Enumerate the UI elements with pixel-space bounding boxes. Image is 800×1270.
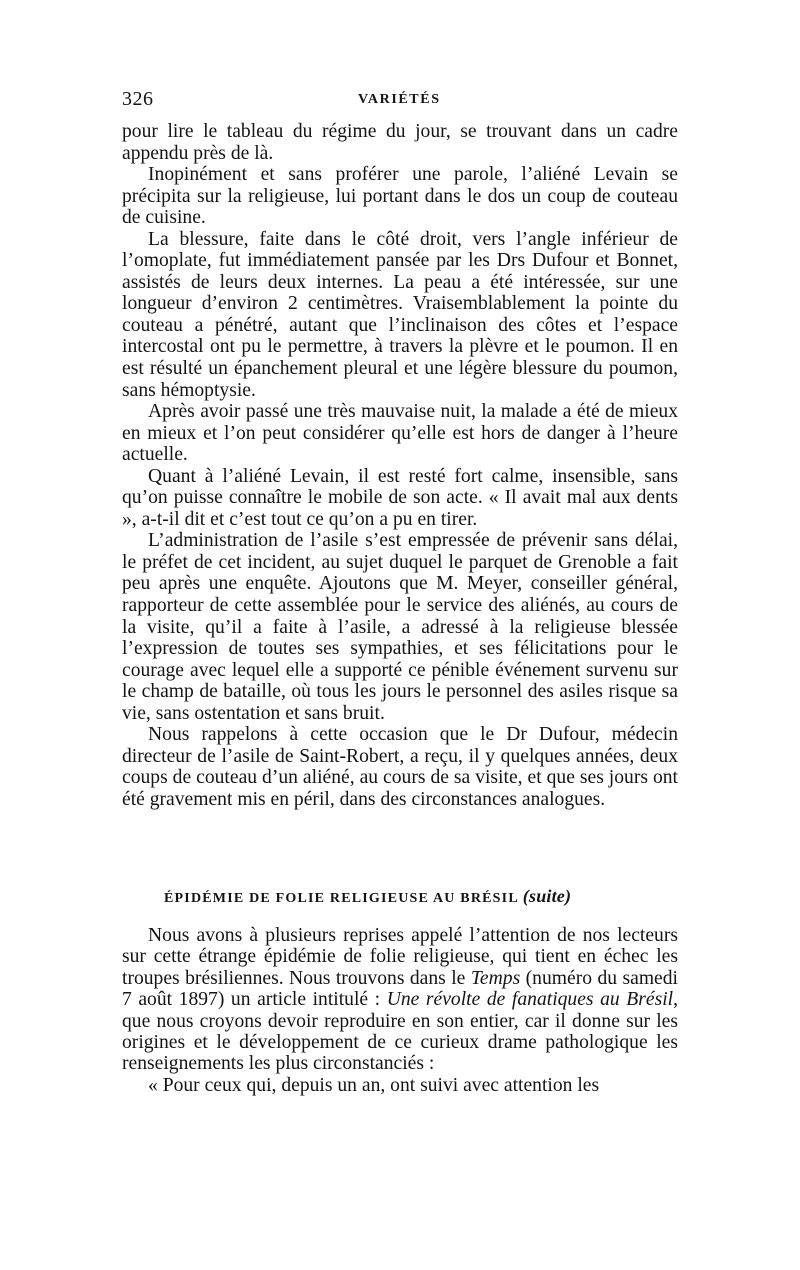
paragraph: La blessure, faite dans le côté droit, vers l’angle inférieur de l’omoplate, fut immédiatement pansée par les Drs Dufour et Bonnet, assistés de leurs deux internes. La peau a été intéressée, sur une longueur d’environ 2 centimètres. Vraisemblablement la pointe du couteau a pénétré, autant que l’inclinaison des côtes et l’espace intercostal ont pu le permettre, à travers la plèvre et le poumon. Il en est résulté un épanchement pleural et une légère blessure du poumon, sans hémoptysie. [122, 228, 678, 401]
article-title: Une révolte de fanatiques au Brésil [386, 989, 674, 1011]
paragraph: Inopinément et sans proférer une parole, l’aliéné Levain se précipita sur la religieuse, lui portant dans le dos un coup de couteau de cuisine. [122, 164, 678, 229]
section-heading [164, 886, 684, 907]
section-heading-title: ÉPIDÉMIE DE FOLIE RELIGIEUSE AU BRÉSIL [164, 891, 519, 906]
paragraph [122, 925, 678, 1075]
section-text [122, 925, 678, 1096]
section-heading-suffix: (suite) [522, 886, 572, 906]
paragraph: Après avoir passé une très mauvaise nuit, la malade a été de mieux en mieux et l’on peut considérer qu’elle est hors de danger à l’heure actuelle. [122, 401, 678, 466]
newspaper-title: Temps [470, 967, 521, 989]
running-head [122, 88, 680, 114]
text-run: , que nous croyons devoir reproduire en son entier, car il donne sur les origines et le développement de ce curieux drame pathologique les renseignements les plus circonstanciés : [122, 989, 678, 1075]
page-number: 326 [122, 88, 154, 110]
body-text [122, 121, 678, 811]
paragraph: Quant à l’aliéné Levain, il est resté fort calme, insensible, sans qu’on puisse connaître le mobile de son acte. « Il avait mal aux dents », a-t-il dit et c’est tout ce qu’on a pu en tirer. [122, 465, 678, 530]
paragraph: « Pour ceux qui, depuis un an, ont suivi avec attention les [148, 1074, 600, 1096]
text-run: Nous avons à plusieurs reprises appelé l’attention de nos lecteurs sur cette étrange épidémie de folie religieuse, qui tient en échec les troupes brésiliennes. Nous trouvons dans le [122, 925, 678, 989]
paragraph: pour lire le tableau du régime du jour, se trouvant dans un cadre appendu près de là. [122, 121, 678, 164]
paragraph: Nous rappelons à cette occasion que le Dr Dufour, médecin directeur de l’asile de Saint-Robert, a reçu, il y quelques années, deux coups de couteau d’un aliéné, au cours de sa visite, et que ses jours ont été gravement mis en péril, dans des circonstances analogues. [122, 724, 678, 810]
text-run: (numéro du samedi 7 août 1897) un article intitulé : [122, 967, 678, 1011]
running-title: VARIÉTÉS [358, 92, 441, 107]
paragraph: L’administration de l’asile s’est empressée de prévenir sans délai, le préfet de cet incident, au sujet duquel le parquet de Grenoble a fait peu après une enquête. Ajoutons que M. Meyer, conseiller général, rapporteur de cette assemblée pour le service des aliénés, au cours de la visite, qu’il a faite à l’asile, a adressé à la religieuse blessée l’expression de toutes ses sympathies, et ses félicitations pour le courage avec lequel elle a supporté ce pénible événement survenu sur le champ de bataille, où tous les jours le personnel des asiles risque sa vie, sans ostentation et sans bruit. [122, 530, 678, 724]
